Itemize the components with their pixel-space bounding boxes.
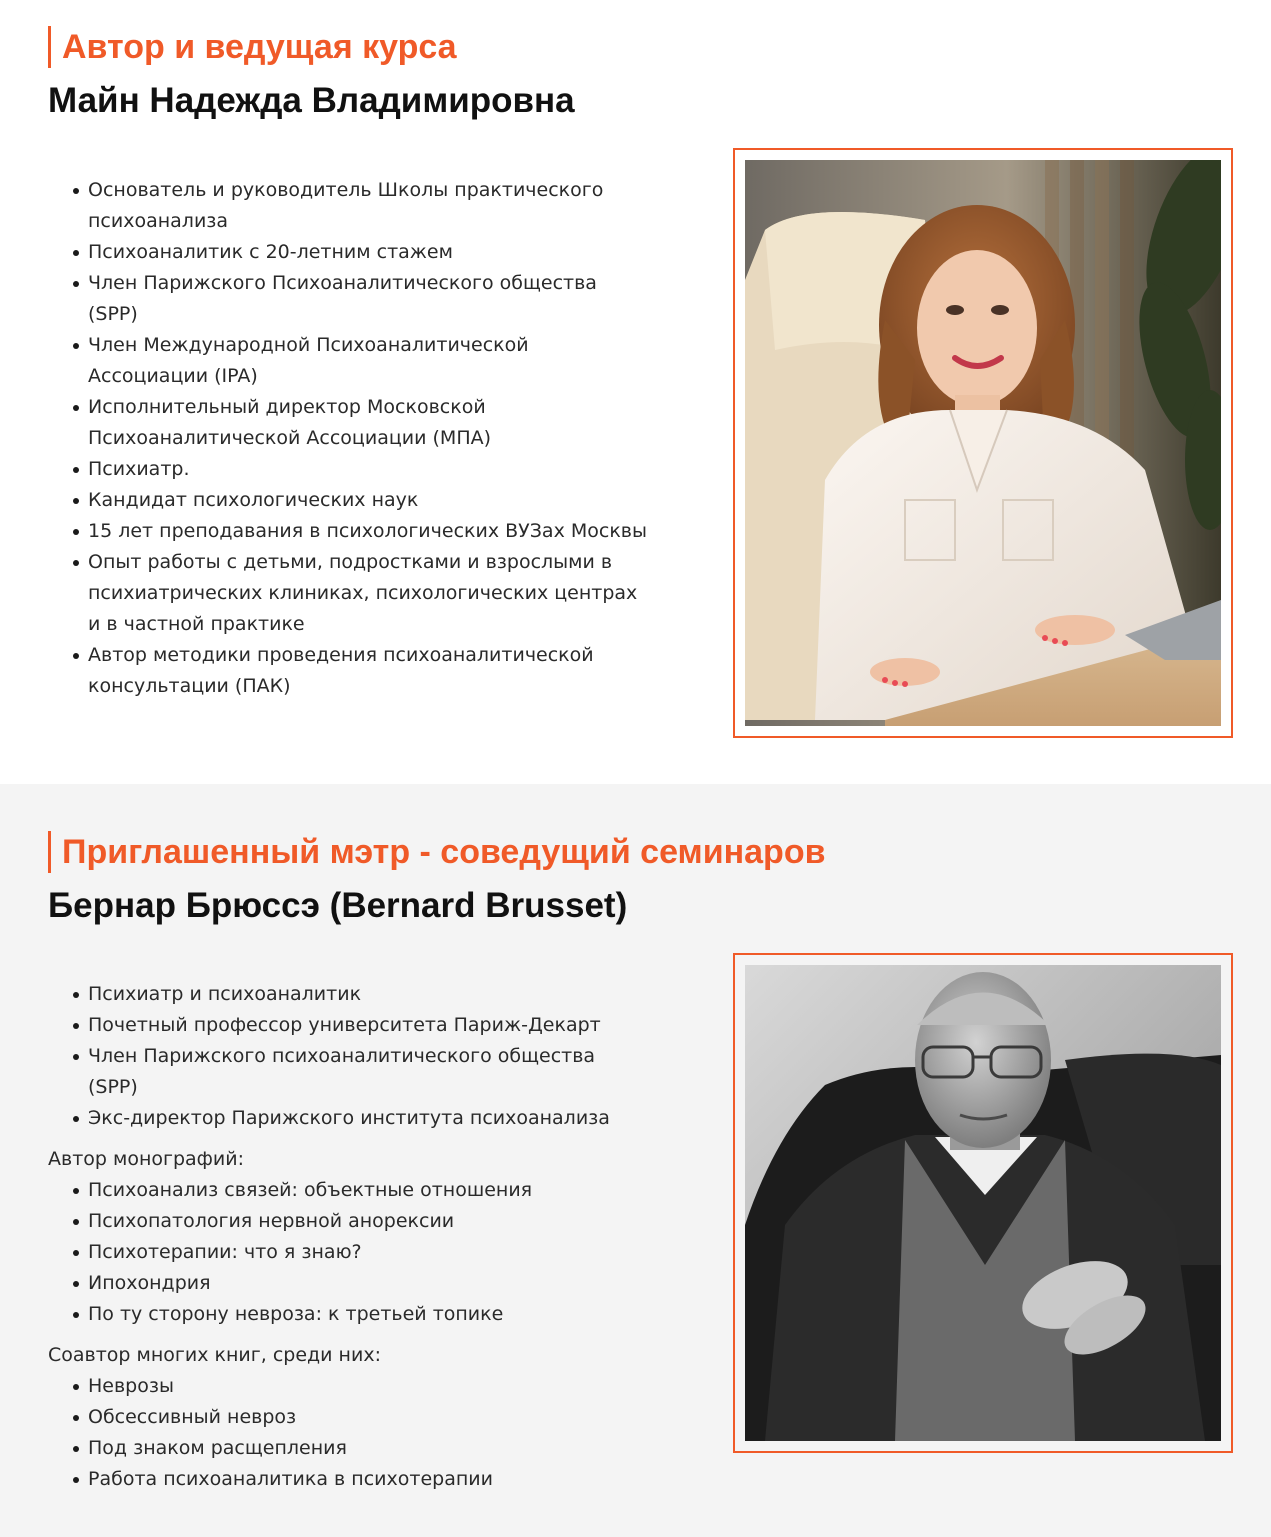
author-name: Майн Надежда Владимировна	[48, 81, 575, 120]
coauthored-list	[48, 1371, 628, 1495]
list-item: Работа психоаналитика в психотерапии	[48, 1464, 628, 1495]
list-item: Психоанализ связей: объектные отношения	[48, 1175, 628, 1206]
list-item: Экс-директор Парижского института психоанализа	[48, 1103, 628, 1134]
monographs-list	[48, 1175, 628, 1330]
guest-bullet-list	[48, 979, 628, 1134]
guest-eyebrow: Приглашенный мэтр - соведущий семинаров	[48, 831, 826, 873]
author-bio	[48, 175, 648, 702]
list-item: Психопатология нервной анорексии	[48, 1206, 628, 1237]
guest-bio	[48, 979, 628, 1495]
list-item: Опыт работы с детьми, подростками и взрослыми в психиатрических клиниках, психологических центрах и в частной практике	[48, 547, 648, 640]
list-item: Под знаком расщепления	[48, 1433, 628, 1464]
author-photo-frame	[733, 148, 1233, 738]
guest-section	[0, 784, 1271, 1537]
guest-photo	[745, 965, 1221, 1441]
author-eyebrow: Автор и ведущая курса	[48, 26, 457, 68]
list-item: Психоаналитик с 20-летним стажем	[48, 237, 648, 268]
list-item: Автор методики проведения психоаналитической консультации (ПАК)	[48, 640, 648, 702]
guest-photo-frame	[733, 953, 1233, 1453]
author-bullet-list	[48, 175, 648, 702]
list-item: По ту сторону невроза: к третьей топике	[48, 1299, 628, 1330]
list-item: Член Парижского психоаналитического общества (SPP)	[48, 1041, 628, 1103]
monographs-lead: Автор монографий:	[48, 1148, 245, 1170]
list-item: Основатель и руководитель Школы практического психоанализа	[48, 175, 648, 237]
list-item: Психотерапии: что я знаю?	[48, 1237, 628, 1268]
list-item: Исполнительный директор Московской Психоаналитической Ассоциации (МПА)	[48, 392, 648, 454]
list-item: Член Парижского Психоаналитического общества (SPP)	[48, 268, 648, 330]
coauthor-lead: Соавтор многих книг, среди них:	[48, 1344, 381, 1366]
list-item: Обсессивный невроз	[48, 1402, 628, 1433]
list-item: Почетный профессор университета Париж-Декарт	[48, 1010, 628, 1041]
list-item: Психиатр и психоаналитик	[48, 979, 628, 1010]
list-item: Неврозы	[48, 1371, 628, 1402]
list-item: Член Международной Психоаналитической Ассоциации (IPA)	[48, 330, 648, 392]
list-item: Кандидат психологических наук	[48, 485, 648, 516]
author-photo	[745, 160, 1221, 726]
list-item: Психиатр.	[48, 454, 648, 485]
list-item: Ипохондрия	[48, 1268, 628, 1299]
guest-name: Бернар Брюссэ (Bernard Brusset)	[48, 886, 628, 925]
list-item: 15 лет преподавания в психологических ВУЗах Москвы	[48, 516, 648, 547]
